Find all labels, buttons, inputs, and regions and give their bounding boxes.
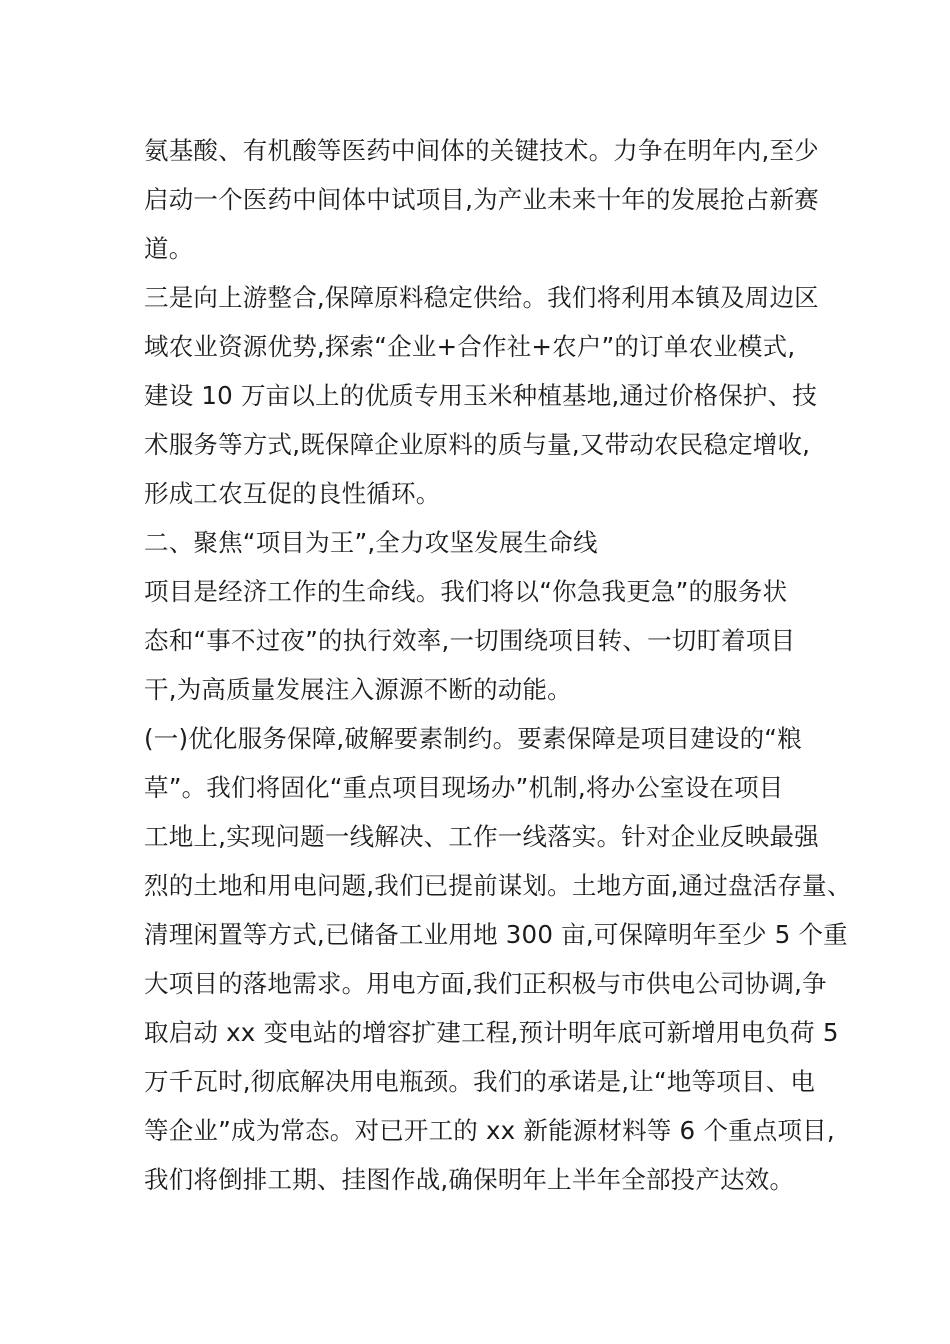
text-line: 我们将倒排工期、挂图作战,确保明年上半年全部投产达效。 xyxy=(144,1165,795,1194)
text-line: 形成工农互促的良性循环。 xyxy=(144,479,441,508)
text-line: 取启动 xx 变电站的增容扩建工程,预计明年底可新增用电负荷 5 xyxy=(144,1018,839,1047)
text-line: 大项目的落地需求。用电方面,我们正积极与市供电公司协调,争 xyxy=(144,969,827,998)
text-line: 万千瓦时,彻底解决用电瓶颈。我们的承诺是,让“地等项目、电 xyxy=(144,1067,816,1096)
text-line: (一)优化服务保障,破解要素制约。要素保障是项目建设的“粮 xyxy=(144,724,802,753)
text-line: 建设 10 万亩以上的优质专用玉米种植基地,通过价格保护、技 xyxy=(144,381,818,410)
text-line: 启动一个医药中间体中试项目,为产业未来十年的发展抢占新赛 xyxy=(144,185,819,214)
text-line: 项目是经济工作的生命线。我们将以“你急我更急”的服务状 xyxy=(144,577,788,606)
text-line: 术服务等方式,既保障企业原料的质与量,又带动农民稳定增收, xyxy=(144,430,811,459)
text-line: 态和“事不过夜”的执行效率,一切围绕项目转、一切盯着项目 xyxy=(144,626,796,655)
text-line: 等企业”成为常态。对已开工的 xx 新能源材料等 6 个重点项目, xyxy=(144,1116,835,1145)
text-line: 清理闲置等方式,已储备工业用地 300 亩,可保障明年至少 5 个重 xyxy=(144,920,848,949)
document-body xyxy=(144,126,852,1204)
text-line: 三是向上游整合,保障原料稳定供给。我们将利用本镇及周边区 xyxy=(144,283,819,312)
text-line: 烈的土地和用电问题,我们已提前谋划。土地方面,通过盘活存量、 xyxy=(144,871,852,900)
text-line: 氨基酸、有机酸等医药中间体的关键技术。力争在明年内,至少 xyxy=(144,136,819,165)
text-line: 草”。我们将固化“重点项目现场办”机制,将办公室设在项目 xyxy=(144,773,784,802)
text-line: 道。 xyxy=(144,234,194,263)
text-line: 域农业资源优势,探索“企业+合作社+农户”的订单农业模式, xyxy=(144,332,796,361)
text-line: 工地上,实现问题一线解决、工作一线落实。针对企业反映最强 xyxy=(144,822,819,851)
text-line: 干,为高质量发展注入源源不断的动能。 xyxy=(144,675,572,704)
section-heading: 二、聚焦“项目为王”,全力攻坚发展生命线 xyxy=(144,528,598,557)
